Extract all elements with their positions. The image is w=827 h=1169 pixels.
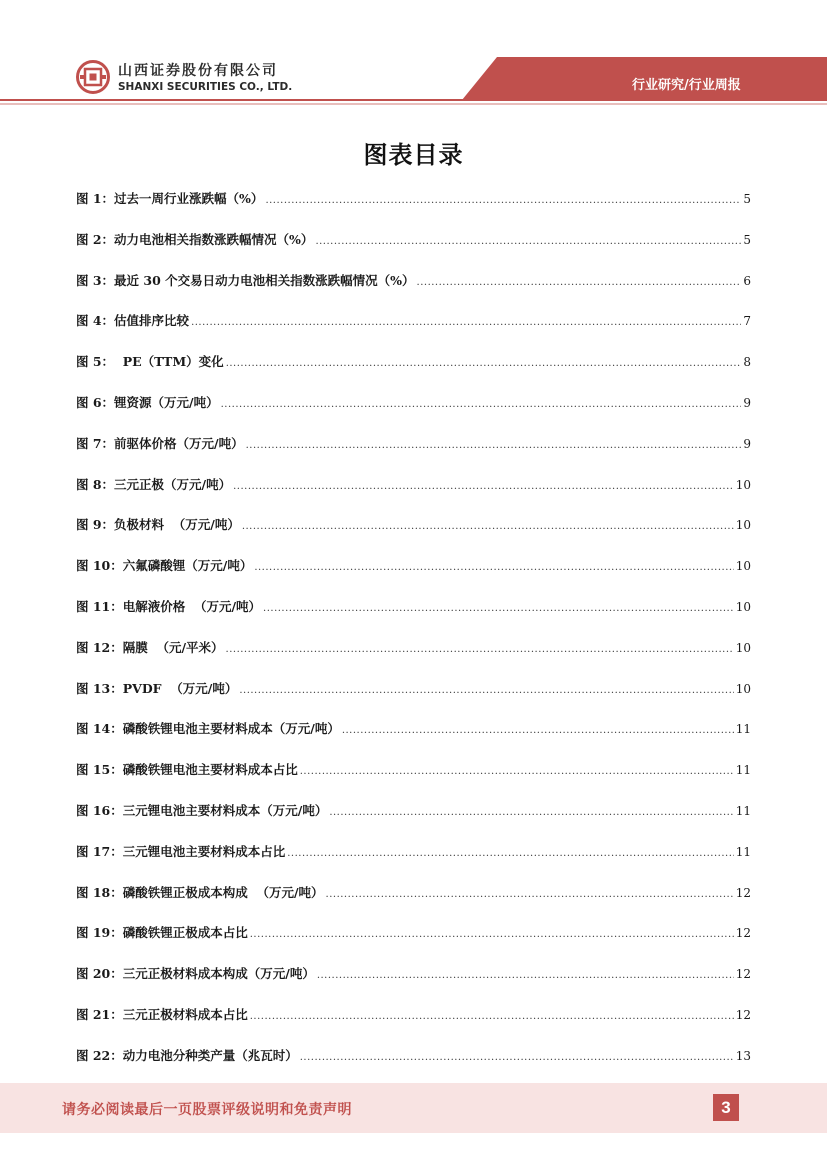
toc-entry-page: 10 xyxy=(735,559,751,574)
toc-entry-page: 10 xyxy=(735,518,751,533)
toc-entry-page: 12 xyxy=(735,926,751,941)
toc-dot-leader xyxy=(326,889,734,900)
toc-entry-label: 图 15：磷酸铁锂电池主要材料成本占比 xyxy=(76,762,298,778)
toc-entry-label: 图 10：六氟磷酸锂（万元/吨） xyxy=(76,558,253,574)
toc-dot-leader xyxy=(300,1052,734,1063)
toc-entry-page: 11 xyxy=(735,763,751,778)
toc-dot-leader xyxy=(242,521,734,532)
toc-entry[interactable] xyxy=(76,638,751,679)
toc-entry-label: 图 22：动力电池分种类产量（兆瓦时） xyxy=(76,1047,298,1063)
toc-entry-page: 10 xyxy=(735,640,751,655)
toc-dot-leader xyxy=(265,195,741,206)
toc-entry-page: 11 xyxy=(735,722,751,737)
toc-dot-leader xyxy=(417,277,742,288)
page-number: 3 xyxy=(713,1094,739,1121)
company-name-en: SHANXI SECURITIES CO., LTD. xyxy=(118,81,293,93)
toc-dot-leader xyxy=(191,317,741,328)
toc-dot-leader xyxy=(300,766,734,777)
toc-entry-page: 7 xyxy=(743,314,751,329)
toc-entry-page: 9 xyxy=(743,395,751,410)
toc-entry-page: 10 xyxy=(735,599,751,614)
toc-entry-page: 11 xyxy=(735,803,751,818)
toc-entry[interactable] xyxy=(76,189,751,230)
toc-dot-leader xyxy=(239,685,733,696)
toc-entry[interactable] xyxy=(76,679,751,720)
toc-entry[interactable] xyxy=(76,434,751,475)
toc-entry-page: 5 xyxy=(743,232,751,247)
toc-entry-label: 图 6：锂资源（万元/吨） xyxy=(76,394,219,410)
toc-dot-leader xyxy=(250,1011,734,1022)
toc-entry-page: 6 xyxy=(743,273,751,288)
page-footer xyxy=(0,1083,827,1133)
toc-entry-label: 图 1：过去一周行业涨跌幅（%） xyxy=(76,191,264,206)
toc-entry-label: 图 4：估值排序比较 xyxy=(76,313,190,329)
toc-dot-leader xyxy=(315,236,741,247)
toc-entry[interactable] xyxy=(76,1046,751,1087)
toc-dot-leader xyxy=(233,481,734,492)
toc-entry-label: 图 20：三元正极材料成本构成（万元/吨） xyxy=(76,966,315,982)
toc-entry-page: 9 xyxy=(743,436,751,451)
toc-entry-label: 图 3：最近 30 个交易日动力电池相关指数涨跌幅情况（%） xyxy=(76,272,415,288)
toc-entry[interactable] xyxy=(76,923,751,964)
toc-entry-page: 12 xyxy=(735,967,751,982)
toc-entry-page: 10 xyxy=(735,681,751,696)
toc-entry-page: 10 xyxy=(735,477,751,492)
toc-entry-page: 5 xyxy=(743,192,751,206)
toc-entry-label: 图 18：磷酸铁锂正极成本构成 （万元/吨） xyxy=(76,884,324,900)
toc-entry-label: 图 17：三元锂电池主要材料成本占比 xyxy=(76,843,286,859)
toc-entry[interactable] xyxy=(76,597,751,638)
toc-entry-label: 图 8：三元正极（万元/吨） xyxy=(76,476,232,492)
toc-entry-page: 12 xyxy=(735,885,751,900)
toc-entry-label: 图 11：电解液价格 （万元/吨） xyxy=(76,598,262,614)
company-name-cn: 山西证券股份有限公司 xyxy=(118,63,278,79)
report-type-tag: 行业研究/行业周报 xyxy=(632,78,741,93)
toc-entry[interactable] xyxy=(76,842,751,883)
toc-dot-leader xyxy=(246,440,742,451)
toc-entry[interactable] xyxy=(76,801,751,842)
toc-entry-label: 图 21：三元正极材料成本占比 xyxy=(76,1006,248,1022)
toc-entry[interactable] xyxy=(76,883,751,924)
toc-dot-leader xyxy=(342,725,734,736)
page-title: 图表目录 xyxy=(363,141,464,169)
toc-entry-label: 图 9：负极材料 （万元/吨） xyxy=(76,517,240,533)
toc-entry[interactable] xyxy=(76,515,751,556)
toc-entry[interactable] xyxy=(76,556,751,597)
shanxi-securities-logo xyxy=(76,60,110,94)
toc-entry-label: 图 2：动力电池相关指数涨跌幅情况（%） xyxy=(76,231,314,247)
toc-entry[interactable] xyxy=(76,760,751,801)
toc-entry-label: 图 13：PVDF （万元/吨） xyxy=(76,680,238,696)
toc-dot-leader xyxy=(226,358,742,369)
toc-entry-label: 图 19：磷酸铁锂正极成本占比 xyxy=(76,925,248,941)
toc-entry[interactable] xyxy=(76,230,751,271)
toc-dot-leader xyxy=(250,929,734,940)
toc-dot-leader xyxy=(221,399,742,410)
toc-entry-label: 图 5： PE（TTM）变化 xyxy=(76,354,224,370)
company-name xyxy=(118,63,292,94)
toc-dot-leader xyxy=(287,848,733,859)
toc-entry[interactable] xyxy=(76,964,751,1005)
toc-entry[interactable] xyxy=(76,475,751,516)
figure-list xyxy=(76,189,751,1087)
toc-entry-page: 13 xyxy=(735,1048,751,1063)
toc-entry[interactable] xyxy=(76,271,751,312)
toc-entry-label: 图 7：前驱体价格（万元/吨） xyxy=(76,435,244,451)
toc-dot-leader xyxy=(329,807,733,818)
toc-dot-leader xyxy=(263,603,734,614)
toc-entry-page: 11 xyxy=(735,844,751,859)
toc-dot-leader xyxy=(317,970,734,981)
page-header xyxy=(0,0,827,115)
disclaimer-notice: 请务必阅读最后一页股票评级说明和免责声明 xyxy=(62,1102,352,1118)
toc-entry-label: 图 14：磷酸铁锂电池主要材料成本（万元/吨） xyxy=(76,721,340,737)
toc-entry-page: 12 xyxy=(735,1007,751,1022)
toc-entry-page: 8 xyxy=(743,355,751,370)
header-band xyxy=(0,0,827,115)
toc-entry-label: 图 16：三元锂电池主要材料成本（万元/吨） xyxy=(76,802,328,818)
toc-entry-label: 图 12：隔膜 （元/平米） xyxy=(76,639,224,655)
toc-entry[interactable] xyxy=(76,1005,751,1046)
toc-entry[interactable] xyxy=(76,393,751,434)
toc-entry[interactable] xyxy=(76,719,751,760)
toc-entry[interactable] xyxy=(76,352,751,393)
toc-dot-leader xyxy=(254,562,733,573)
toc-dot-leader xyxy=(226,644,734,655)
toc-entry[interactable] xyxy=(76,311,751,352)
